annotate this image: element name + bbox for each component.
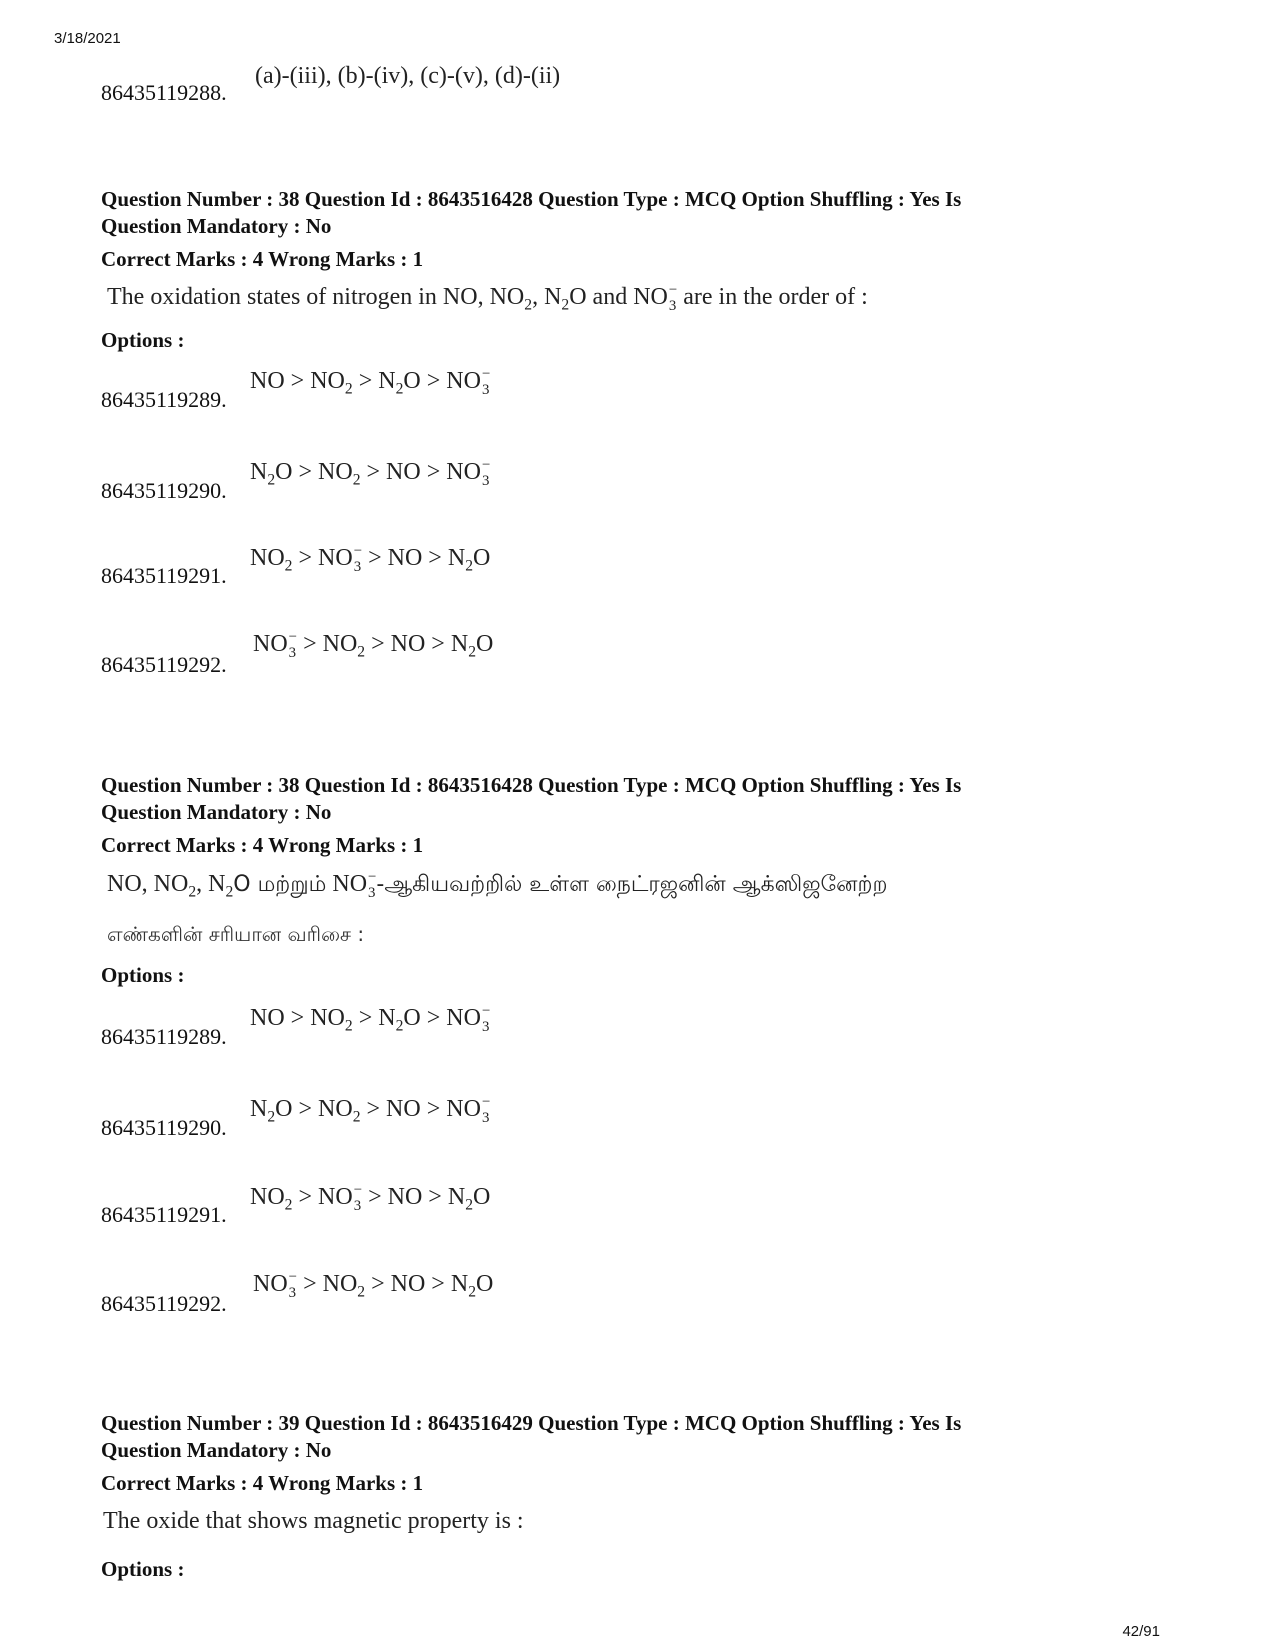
stem-text: , N [196,871,226,898]
question-stem: The oxide that shows magnetic property is : [103,1508,524,1534]
nitrate-ion: NO − 3 [318,543,363,575]
option-id: 86435119291. [101,1202,227,1227]
page-number: 42/91 [1122,1623,1160,1640]
option-formula: NO > $NO_2 > N_2O$ > NO − 3 [250,366,491,398]
question-marks: Correct Marks : 4 Wrong Marks : 1 [101,247,424,271]
stem-text: , N [532,284,562,311]
subscript: 2 [188,883,197,901]
subscript: 2 [225,883,234,901]
option-id: 86435119289. [101,387,227,412]
nitrate-ion: NO − 3 [253,1269,298,1301]
question-header-line: Question Number : 39 Question Id : 8643516429 Question Type : MCQ Option Shuffling : Yes Is [101,1411,962,1435]
question-marks: Correct Marks : 4 Wrong Marks : 1 [101,1471,424,1495]
options-label: Options : [101,328,185,352]
subscript: 2 [524,296,533,314]
option-formula: $NO_2$ > NO − 3 > NO > $N_2O$ [250,543,491,575]
stem-text: NO, NO [107,871,189,898]
question-header-line: Question Mandatory : No [101,800,332,824]
option-formula: NO − 3 > $NO_2$ > NO > $N_2O$ [253,1269,494,1301]
option-id: 86435119290. [101,478,227,503]
option-formula: NO − 3 > $NO_2$ > NO > $N_2O$ [253,629,494,661]
options-label: Options : [101,1557,185,1581]
nitrate-ion: NO − 3 [633,282,678,314]
option-id: 86435119292. [101,652,227,677]
option-id: 86435119291. [101,563,227,588]
question-header-line: Question Number : 38 Question Id : 8643516428 Question Type : MCQ Option Shuffling : Yes Is [101,773,962,797]
print-date: 3/18/2021 [54,30,121,47]
stem-text: O and [569,284,628,311]
question-stem [107,283,868,314]
nitrate-ion: NO − 3 [253,629,298,661]
nitrate-ion: NO − 3 [446,1003,491,1035]
question-header [101,186,1141,240]
option-id: 86435119290. [101,1115,227,1140]
question-stem [107,870,887,901]
question-header [101,1410,1141,1464]
nitrate-ion: NO − 3 [446,366,491,398]
stem-text: are in the order of : [683,284,868,311]
nitrate-ion: NO − 3 [318,1182,363,1214]
option-formula: $N_2O > NO_2$ > NO > NO − 3 [250,1094,491,1126]
stem-text: The oxidation states of nitrogen in NO, NO [107,284,525,311]
option-formula: $N_2O > NO_2$ > NO > NO − 3 [250,457,491,489]
option-id: 86435119292. [101,1291,227,1316]
nitrate-ion: NO − 3 [446,1094,491,1126]
question-header-line: Question Number : 38 Question Id : 8643516428 Question Type : MCQ Option Shuffling : Yes Is [101,187,962,211]
option-formula: NO > $NO_2 > N_2O$ > NO − 3 [250,1003,491,1035]
stem-text: O மற்றும் [233,872,327,898]
option-formula: $NO_2$ > NO − 3 > NO > $N_2O$ [250,1182,491,1214]
question-header-line: Question Mandatory : No [101,1438,332,1462]
question-marks: Correct Marks : 4 Wrong Marks : 1 [101,833,424,857]
subscript: 2 [561,296,570,314]
question-stem-line2: எண்களின் சரியான வரிசை : [107,922,365,946]
option-id: 86435119288. [101,80,227,105]
stem-text: -ஆகியவற்றில் உள்ள நைட்ரஜனின் ஆக்ஸிஜனேற்ற [376,872,888,898]
nitrate-ion: NO − 3 [332,869,377,901]
option-id: 86435119289. [101,1024,227,1049]
question-header [101,772,1141,826]
options-label: Options : [101,963,185,987]
option-text: (a)-(iii), (b)-(iv), (c)-(v), (d)-(ii) [255,63,561,89]
nitrate-ion: NO − 3 [446,457,491,489]
question-header-line: Question Mandatory : No [101,214,332,238]
